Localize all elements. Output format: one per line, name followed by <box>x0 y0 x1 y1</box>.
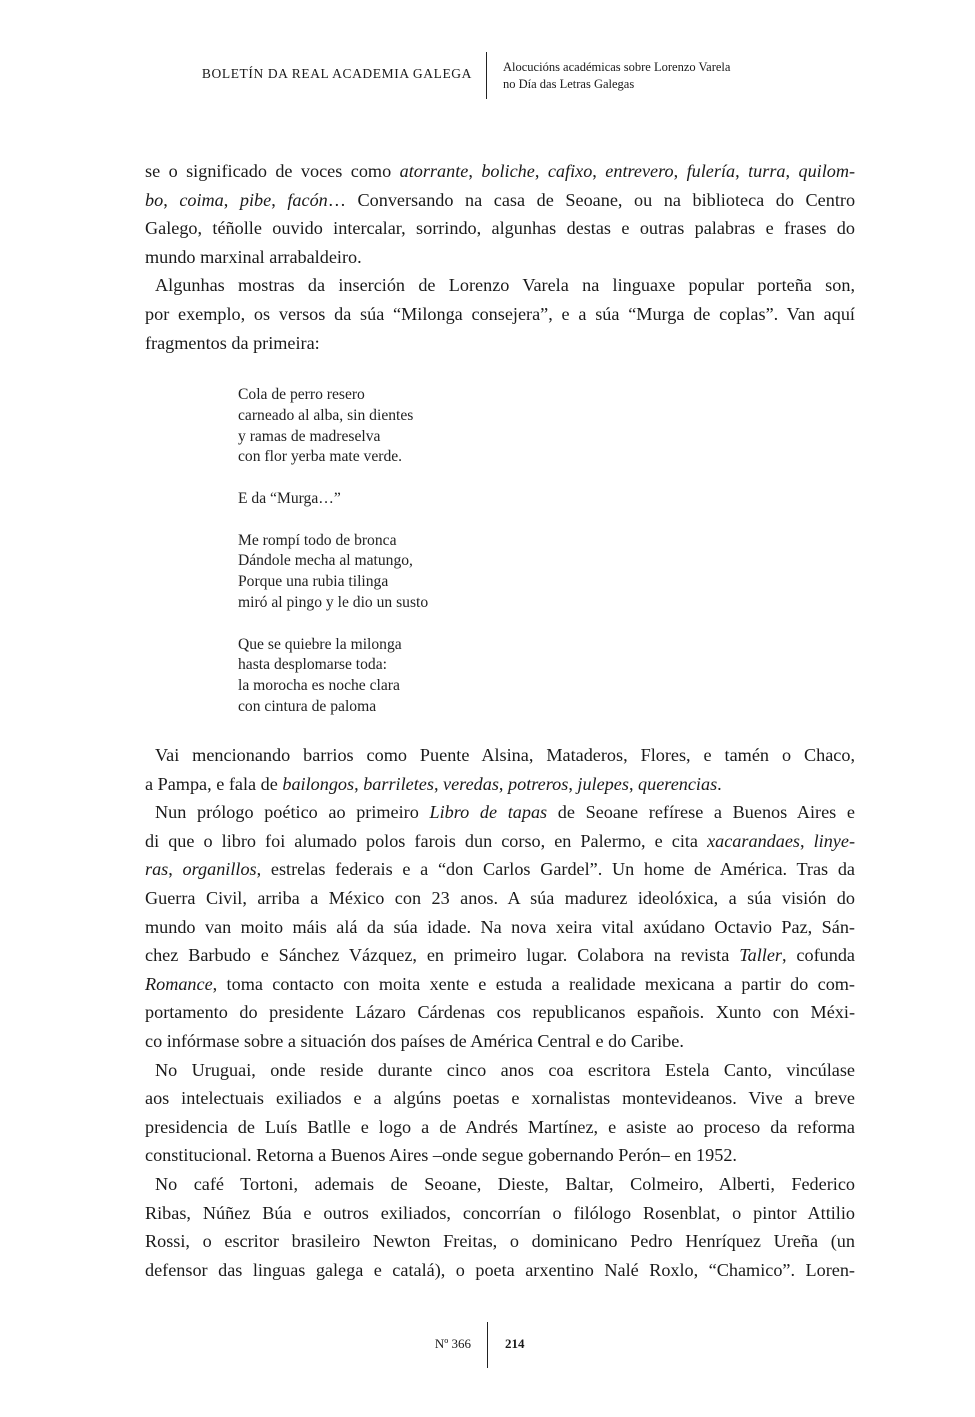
text-run: . <box>717 773 722 794</box>
italic-term: xacarandaes <box>707 830 800 851</box>
poem-verse: Me rompí todo de bronca <box>238 531 397 549</box>
poem-stanza <box>238 531 428 614</box>
text-line <box>145 157 855 186</box>
text-line <box>145 243 855 272</box>
journal-title: BOLETÍN DA REAL ACADEMIA GALEGA <box>201 66 472 81</box>
text-run: Ribas, Núñez Búa e outros exiliados, concorrían o filólogo Rosenblat, o pintor Attilio <box>145 1202 855 1223</box>
italic-term: ras <box>145 859 169 880</box>
italic-term: linye- <box>813 830 856 851</box>
header-divider <box>486 52 487 99</box>
text-run: mundo van moito máis alá da súa idade. Na nova xeira vital axúdano Octavio Paz, Sán- <box>145 916 855 937</box>
text-run: , <box>354 773 364 794</box>
italic-term: cafixo <box>547 161 593 181</box>
paragraph <box>145 271 855 357</box>
text-run: , <box>468 161 482 181</box>
page-number: 214 <box>505 1336 525 1351</box>
italic-term: julepes <box>577 773 629 794</box>
text-line <box>145 970 855 999</box>
poem-verse: Cola de perro resero <box>238 386 365 403</box>
text-line <box>145 998 855 1027</box>
text-line <box>145 1199 855 1228</box>
italic-term: coima <box>179 189 224 210</box>
text-run: No Uruguai, onde reside durante cinco anos coa escritora Estela Canto, vincúlase <box>155 1059 855 1080</box>
text-run: , <box>168 859 183 880</box>
text-run: , <box>163 189 180 210</box>
italic-term: bo <box>145 189 164 210</box>
poem-stanza <box>238 489 428 510</box>
section-title <box>503 59 730 93</box>
italic-term: Taller <box>739 945 782 966</box>
paragraph <box>145 1056 855 1170</box>
poem-verse: Dándole mecha al matungo, <box>238 552 413 570</box>
text-run: di que o libro foi alumado polos farois dun corso, en Palermo, e cita <box>145 830 708 851</box>
text-run: portamento do presidente Lázaro Cárdenas cos republicanos españois. Xunto con Méxi- <box>145 1002 855 1023</box>
italic-term: pibe <box>239 189 272 210</box>
text-run: Nun prólogo poético ao primeiro <box>155 802 430 823</box>
text-line <box>145 186 855 215</box>
text-run: , cofunda <box>781 945 855 966</box>
text-run: , <box>735 161 749 181</box>
text-line <box>145 271 855 300</box>
text-line <box>145 1027 855 1056</box>
text-line <box>145 884 855 913</box>
poem-verse: Que se quiebre la milonga <box>238 635 402 653</box>
text-run: mundo marxinal arrabaldeiro. <box>145 246 362 267</box>
running-header <box>0 52 975 102</box>
section-title-line-1: Alocucións académicas sobre Lorenzo Varela <box>503 60 731 74</box>
text-run: … Conversando na casa de Seoane, ou na biblioteca do Centro <box>327 189 856 210</box>
text-line <box>145 1113 855 1142</box>
poem-verse: con cintura de paloma <box>238 697 377 715</box>
poem-verse: y ramas de madreselva <box>238 427 381 445</box>
text-run: se o significado de voces como <box>145 161 400 181</box>
text-line <box>145 827 855 856</box>
italic-term: organillos <box>182 859 257 880</box>
poem-quotation <box>238 385 428 718</box>
paragraph <box>145 157 855 271</box>
italic-term: boliche <box>481 161 535 181</box>
text-run: , <box>433 773 444 794</box>
text-run: Algunhas mostras da inserción de Lorenzo Varela na linguaxe popular porteña son, <box>155 275 855 296</box>
text-line <box>145 855 855 884</box>
text-run: chez Barbudo e Sánchez Vázquez, en primeiro lugar. Colabora na revista <box>145 945 740 966</box>
text-run: , <box>223 189 240 210</box>
poem-stanza <box>238 635 428 718</box>
text-run: , <box>568 773 578 794</box>
body-text-bottom <box>145 741 855 1284</box>
italic-term: barriletes <box>363 773 434 794</box>
italic-term: fulería <box>686 161 736 181</box>
paragraph <box>145 798 855 1055</box>
text-run: por exemplo, os versos da súa “Milonga consejera”, e a súa “Murga de coplas”. Van aquí <box>145 303 855 324</box>
text-line <box>145 1084 855 1113</box>
italic-term: bailongos <box>282 773 355 794</box>
section-title-line-2: no Día das Letras Galegas <box>503 77 635 91</box>
text-line <box>145 913 855 942</box>
text-line <box>145 1227 855 1256</box>
poem-verse: E da “Murga…” <box>238 489 341 507</box>
text-line <box>145 329 855 358</box>
text-run: , <box>592 161 606 181</box>
text-run: Guerra Civil, arriba a México con 23 anos. A súa madurez ideolóxica, a súa visión do <box>145 887 855 908</box>
italic-term: potreros <box>508 773 569 794</box>
text-run: , <box>673 161 687 181</box>
text-run: defensor das linguas galega e catalá), o poeta arxentino Nalé Roxlo, “Chamico”. Loren- <box>145 1259 855 1280</box>
text-run: Vai mencionando barrios como Puente Alsina, Mataderos, Flores, e tamén o Chaco, <box>155 745 855 765</box>
italic-term: atorrante <box>399 161 469 181</box>
text-run: presidencia de Luís Batlle e logo a de Andrés Martínez, e asiste ao proceso da reforma <box>145 1116 855 1137</box>
poem-stanza <box>238 385 428 468</box>
poem-verse: Porque una rubia tilinga <box>238 573 389 591</box>
text-line <box>145 1170 855 1199</box>
text-run: , <box>498 773 509 794</box>
text-line <box>145 798 855 827</box>
text-run: , <box>534 161 548 181</box>
text-run: , <box>785 161 799 181</box>
paragraph <box>145 1170 855 1284</box>
text-run: aos intelectuais exiliados e a algúns poetas e xornalistas montevideanos. Vive a breve <box>145 1088 855 1109</box>
text-run: a Pampa, e fala de <box>145 773 283 794</box>
italic-term: Libro de tapas <box>429 802 548 823</box>
poem-verse: miró al pingo y le dio un susto <box>238 593 429 611</box>
text-run: Galego, téñolle ouvido intercalar, sorrindo, algunhas destas e outras palabras e frases do <box>145 218 855 239</box>
italic-term: facón <box>287 189 328 210</box>
text-line <box>145 1141 855 1170</box>
body-text-top <box>145 157 855 357</box>
poem-verse: hasta desplomarse toda: <box>238 656 387 674</box>
text-run: fragmentos da primeira: <box>145 332 320 353</box>
italic-term: entrevero <box>605 161 674 181</box>
text-line <box>145 1256 855 1285</box>
running-footer <box>0 1322 975 1370</box>
text-run: , <box>800 830 814 851</box>
text-line <box>145 214 855 243</box>
italic-term: turra <box>748 161 786 181</box>
text-run: constitucional. Retorna a Buenos Aires –onde segue gobernando Perón– en 1952. <box>145 1145 737 1166</box>
italic-term: quilom- <box>798 161 856 181</box>
text-run: No café Tortoni, ademais de Seoane, Dieste, Baltar, Colmeiro, Alberti, Federico <box>155 1173 855 1194</box>
text-run: , <box>271 189 288 210</box>
italic-term: veredas <box>443 773 499 794</box>
text-run: de Seoane refírese a Buenos Aires e <box>547 802 855 823</box>
text-line <box>145 941 855 970</box>
poem-verse: carneado al alba, sin dientes <box>238 406 414 424</box>
italic-term: querencias <box>638 773 718 794</box>
text-run: , <box>628 773 639 794</box>
issue-number: Nº 366 <box>434 1336 471 1351</box>
footer-divider <box>487 1322 488 1368</box>
text-line <box>145 770 855 799</box>
italic-term: Romance <box>145 973 213 994</box>
text-run: Rossi, o escritor brasileiro Newton Freitas, o dominicano Pedro Henríquez Ureña (un <box>145 1231 855 1252</box>
text-run: , estrelas federais e a “don Carlos Gardel”. Un home de América. Tras da <box>256 859 855 880</box>
paragraph <box>145 741 855 798</box>
poem-verse: la morocha es noche clara <box>238 677 400 695</box>
poem-verse: con flor yerba mate verde. <box>238 448 403 466</box>
text-run: co infórmase sobre a situación dos países de América Central e do Caribe. <box>145 1030 684 1051</box>
text-line <box>145 300 855 329</box>
text-line <box>145 741 855 770</box>
text-line <box>145 1056 855 1085</box>
text-run: , toma contacto con moita xente e estuda a realidade mexicana a partir do com- <box>212 973 855 994</box>
